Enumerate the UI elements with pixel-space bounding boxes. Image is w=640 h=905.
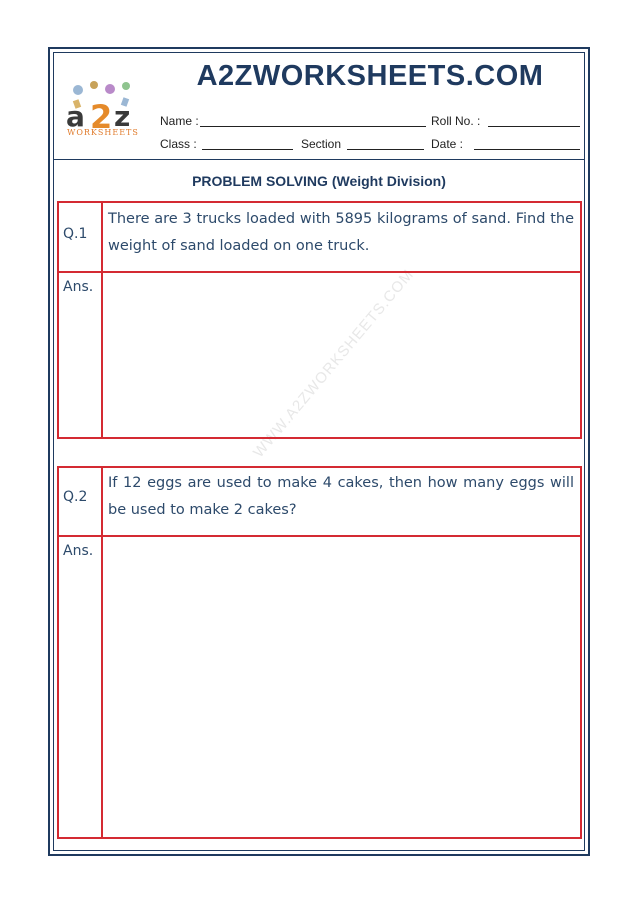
question-2-divider <box>101 466 103 537</box>
name-field[interactable] <box>200 126 426 127</box>
watermark: WWW.A2ZWORKSHEETS.COM <box>250 266 418 461</box>
section-field[interactable] <box>347 149 424 150</box>
logo-wordmark: WORKSHEETS <box>67 128 139 137</box>
question-1-text: There are 3 trucks loaded with 5895 kilograms of sand. Find the weight of sand loaded on one truck. <box>108 211 574 254</box>
answer-2-divider <box>101 535 103 839</box>
roll-no-label: Roll No. : <box>431 114 481 128</box>
svg-text:2: 2 <box>90 98 113 136</box>
worksheet-title: PROBLEM SOLVING (Weight Division) <box>192 173 446 189</box>
question-2-text: If 12 eggs are used to make 4 cakes, then how many eggs will be used to make 2 cakes? <box>108 475 574 518</box>
svg-text:z: z <box>114 100 131 133</box>
name-label: Name : <box>160 114 199 128</box>
answer-1-divider <box>101 271 103 439</box>
question-2-label: Q.2 <box>63 489 88 505</box>
question-1-label: Q.1 <box>63 226 88 242</box>
class-label: Class : <box>160 137 197 151</box>
date-label: Date : <box>431 137 464 151</box>
date-field[interactable] <box>474 149 580 150</box>
answer-2-label: Ans. <box>63 543 94 559</box>
answer-1-label: Ans. <box>63 279 94 295</box>
site-title: A2ZWORKSHEETS.COM <box>196 60 544 92</box>
answer-2-box[interactable] <box>57 535 582 839</box>
roll-no-field[interactable] <box>488 126 580 127</box>
svg-text:a: a <box>66 100 85 133</box>
class-field[interactable] <box>202 149 293 150</box>
answer-1-box[interactable] <box>57 271 582 439</box>
question-1-divider <box>101 201 103 273</box>
header-divider <box>53 159 585 160</box>
section-label: Section <box>301 137 342 151</box>
